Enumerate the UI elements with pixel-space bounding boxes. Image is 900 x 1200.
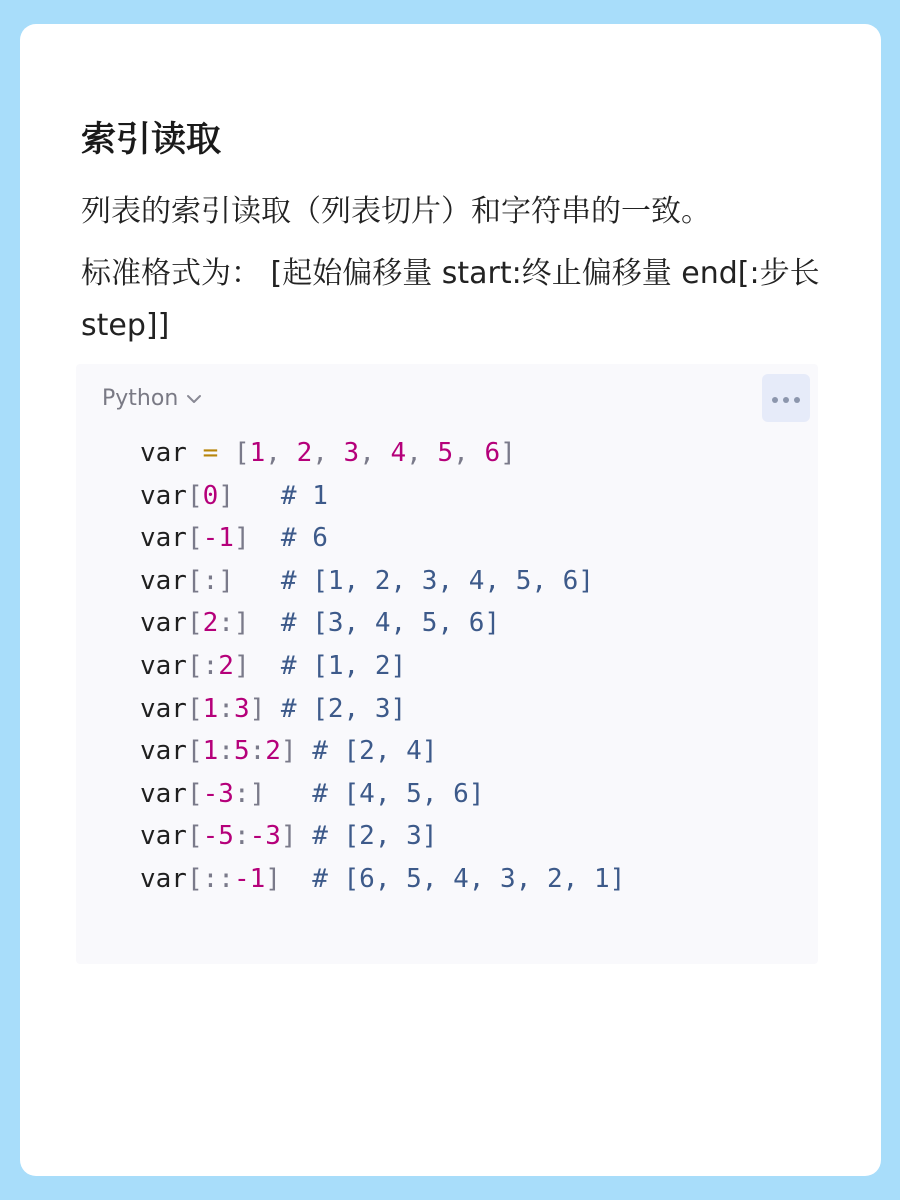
code-punctuation: [:: — [186, 863, 234, 894]
code-comment: # [2, 4] — [312, 736, 438, 767]
code-identifier: var — [140, 523, 187, 554]
code-number: 1 — [202, 693, 219, 724]
code-punctuation: ] — [218, 480, 281, 511]
code-line — [140, 730, 625, 773]
code-punctuation: [ — [218, 438, 250, 468]
code-punctuation: :] — [233, 778, 313, 809]
code-comment: # [1, 2] — [280, 650, 407, 681]
code-line — [140, 858, 625, 901]
code-number: 1 — [202, 736, 219, 767]
language-label: Python — [102, 386, 179, 411]
code-number: 5 — [437, 438, 454, 468]
code-comment: # 1 — [280, 480, 328, 511]
code-identifier: var — [140, 863, 187, 894]
code-punctuation: ] — [500, 438, 516, 468]
code-comment: # 6 — [280, 523, 328, 554]
code-identifier: var — [140, 778, 187, 809]
code-number: -5 — [202, 821, 234, 852]
code-punctuation: [ — [186, 480, 203, 511]
intro-paragraph: 列表的索引读取（列表切片）和字符串的一致。 — [81, 194, 711, 229]
more-horizontal-icon — [771, 389, 801, 408]
code-punctuation: [ — [186, 736, 203, 767]
code-punctuation: [:] — [186, 565, 281, 596]
code-comment: # [4, 5, 6] — [312, 778, 485, 809]
article-card — [20, 24, 881, 1176]
code-punctuation: : — [233, 821, 250, 852]
code-punctuation: ] — [280, 821, 313, 852]
code-number: 0 — [202, 480, 219, 511]
code-identifier: var — [140, 650, 187, 681]
code-identifier: var — [140, 821, 187, 852]
format-paragraph: 标准格式为： [起始偏移量 start:终止偏移量 end[:步长 step]] — [81, 256, 820, 343]
code-number: 3 — [233, 693, 250, 724]
code-punctuation: [ — [186, 693, 203, 724]
code-operator: = — [202, 438, 219, 468]
code-block — [76, 364, 818, 964]
code-punctuation: : — [249, 736, 266, 767]
code-punctuation: : — [218, 736, 234, 767]
code-line — [140, 688, 625, 731]
code-punctuation: [ — [186, 821, 203, 852]
code-punctuation: ] — [265, 863, 313, 894]
code-punctuation: , — [359, 438, 391, 468]
code-identifier: var — [140, 736, 187, 767]
more-options-button[interactable] — [762, 374, 810, 422]
code-number: -3 — [202, 778, 234, 809]
code-line — [140, 432, 625, 475]
chevron-down-icon — [186, 394, 202, 404]
code-punctuation: [ — [186, 608, 203, 639]
code-number: -1 — [233, 863, 266, 894]
code-number: 2 — [202, 608, 219, 639]
code-number: 2 — [296, 438, 313, 468]
code-line — [140, 475, 625, 518]
code-line — [140, 773, 625, 816]
code-comment: # [2, 3] — [280, 693, 407, 724]
code-line — [140, 602, 625, 645]
code-punctuation: [: — [186, 650, 219, 681]
code-comment: # [6, 5, 4, 3, 2, 1] — [312, 863, 626, 894]
code-identifier: var — [140, 480, 187, 511]
code-identifier: var — [140, 608, 187, 639]
code-punctuation: , — [406, 438, 438, 468]
code-number: 2 — [218, 650, 234, 681]
code-punctuation: ] — [233, 523, 281, 554]
code-number: 2 — [265, 736, 281, 767]
code-punctuation: ] — [249, 693, 281, 724]
code-punctuation: :] — [218, 608, 281, 639]
code-comment: # [2, 3] — [312, 821, 438, 852]
code-line — [140, 645, 625, 688]
code-identifier: var — [140, 693, 187, 724]
code-line — [140, 815, 625, 858]
code-punctuation — [187, 438, 203, 468]
code-punctuation: , — [312, 438, 344, 468]
code-punctuation: , — [453, 438, 485, 468]
language-selector[interactable] — [102, 384, 202, 414]
code-comment: # [1, 2, 3, 4, 5, 6] — [280, 565, 594, 596]
code-punctuation: : — [218, 693, 234, 724]
code-number: 6 — [484, 438, 501, 468]
code-number: 1 — [249, 438, 266, 468]
code-punctuation: [ — [186, 523, 203, 554]
code-punctuation: , — [265, 438, 297, 468]
code-identifier: var — [140, 438, 187, 468]
code-line — [140, 560, 625, 603]
code-number: -1 — [202, 523, 234, 554]
code-punctuation: ] — [280, 736, 313, 767]
code-content[interactable] — [140, 432, 625, 901]
code-identifier: var — [140, 565, 187, 596]
code-line — [140, 517, 625, 560]
code-punctuation: [ — [186, 778, 203, 809]
code-number: 5 — [233, 736, 250, 767]
section-title: 索引读取 — [81, 120, 222, 160]
code-number: -3 — [249, 821, 281, 852]
code-comment: # [3, 4, 5, 6] — [280, 608, 501, 639]
code-number: 4 — [390, 438, 407, 468]
code-punctuation: ] — [233, 650, 281, 681]
code-number: 3 — [343, 438, 360, 468]
